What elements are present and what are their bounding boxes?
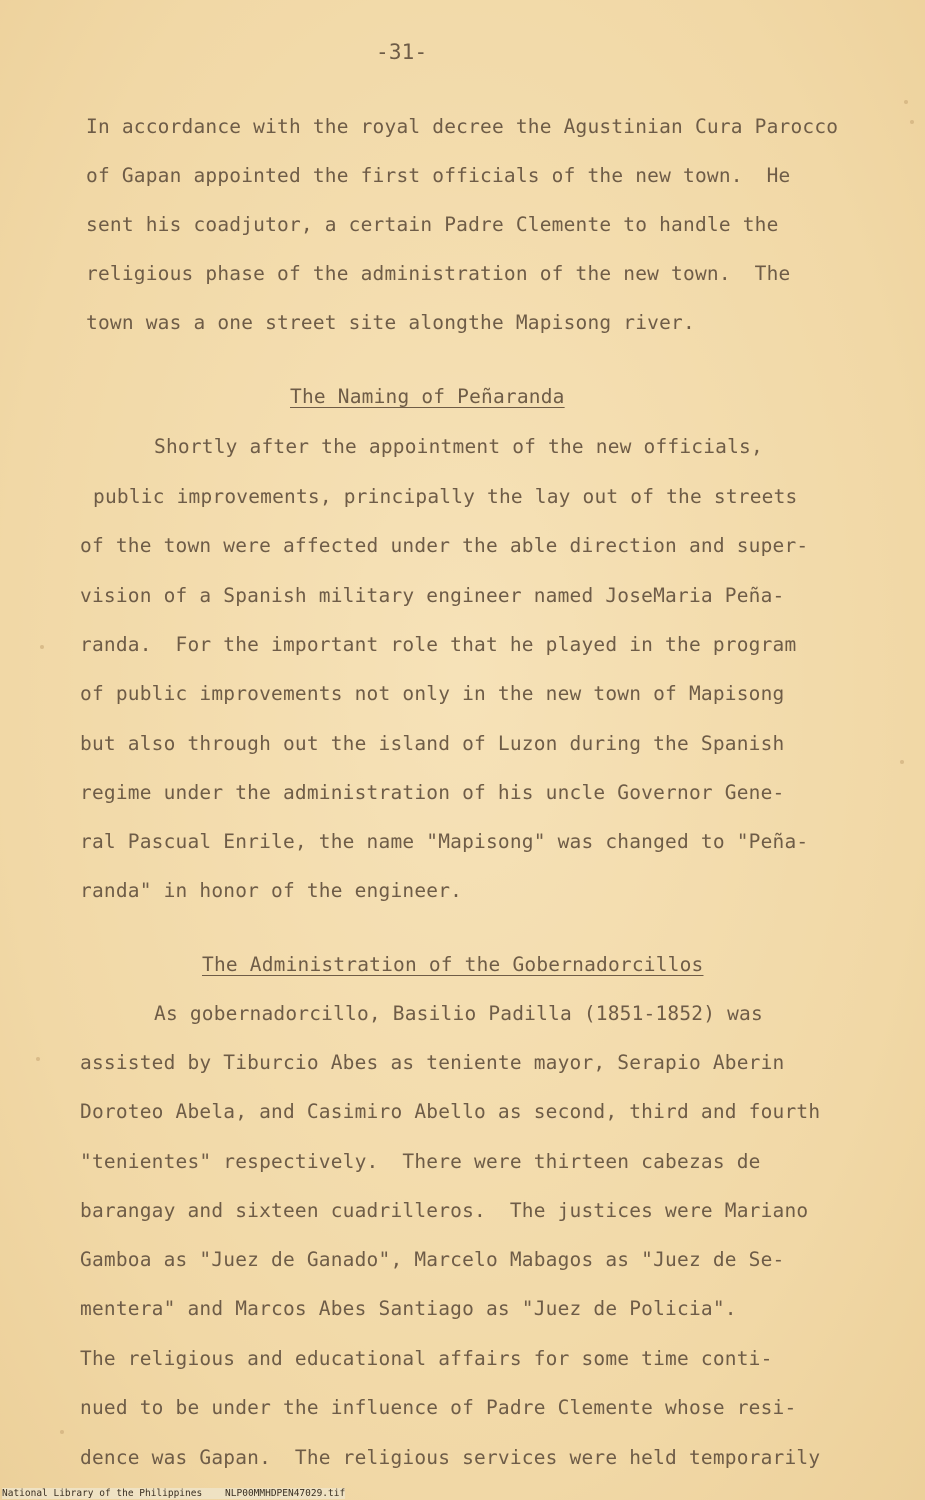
paper-speck [910,120,914,124]
text-line: randa" in honor of the engineer. [80,879,463,902]
text-line: town was a one street site alongthe Mapisong river. [86,311,695,334]
text-line: ral Pascual Enrile, the name "Mapisong" was changed to "Peña- [80,830,809,853]
text-line: vision of a Spanish military engineer named JoseMaria Peña- [80,584,785,607]
paper-speck [904,100,908,104]
paper-speck [40,645,44,649]
text-line: barangay and sixteen cuadrilleros. The justices were Mariano [80,1199,809,1222]
text-line: of the town were affected under the able direction and super- [80,534,809,557]
text-line: randa. For the important role that he played in the program [80,633,797,656]
text-line: dence was Gapan. The religious services were held temporarily [80,1446,821,1469]
text-line: The religious and educational affairs for some time conti- [80,1347,773,1370]
text-line: Gamboa as "Juez de Ganado", Marcelo Mabagos as "Juez de Se- [80,1248,785,1271]
text-line: mentera" and Marcos Abes Santiago as "Juez de Policia". [80,1297,737,1320]
paper-speck [36,1057,40,1061]
text-line: Doroteo Abela, and Casimiro Abello as second, third and fourth [80,1100,821,1123]
text-line: "tenientes" respectively. There were thirteen cabezas de [80,1150,761,1173]
text-line: regime under the administration of his uncle Governor Gene- [80,781,785,804]
paper-speck [60,1430,64,1434]
section-heading-naming: The Naming of Peñaranda [290,385,565,408]
text-line: of public improvements not only in the new town of Mapisong [80,682,785,705]
page-number: -31- [376,40,428,64]
text-line: assisted by Tiburcio Abes as teniente mayor, Serapio Aberin [80,1051,785,1074]
text-line: In accordance with the royal decree the Agustinian Cura Parocco [86,115,839,138]
text-line: As gobernadorcillo, Basilio Padilla (1851-1852) was [154,1002,763,1025]
text-line: Shortly after the appointment of the new officials, [154,435,763,458]
text-line: nued to be under the influence of Padre Clemente whose resi- [80,1396,797,1419]
text-line: religious phase of the administration of the new town. The [86,262,791,285]
paper-speck [900,760,904,764]
section-heading-administration: The Administration of the Gobernadorcillos [202,953,704,976]
text-line: of Gapan appointed the first officials of the new town. He [86,164,791,187]
text-line: public improvements, principally the lay out of the streets [93,485,798,508]
text-line: sent his coadjutor, a certain Padre Clemente to handle the [86,213,779,236]
text-line: but also through out the island of Luzon during the Spanish [80,732,785,755]
scan-footer: National Library of the Philippines NLP00MMHDPEN47029.tif [2,1488,346,1499]
